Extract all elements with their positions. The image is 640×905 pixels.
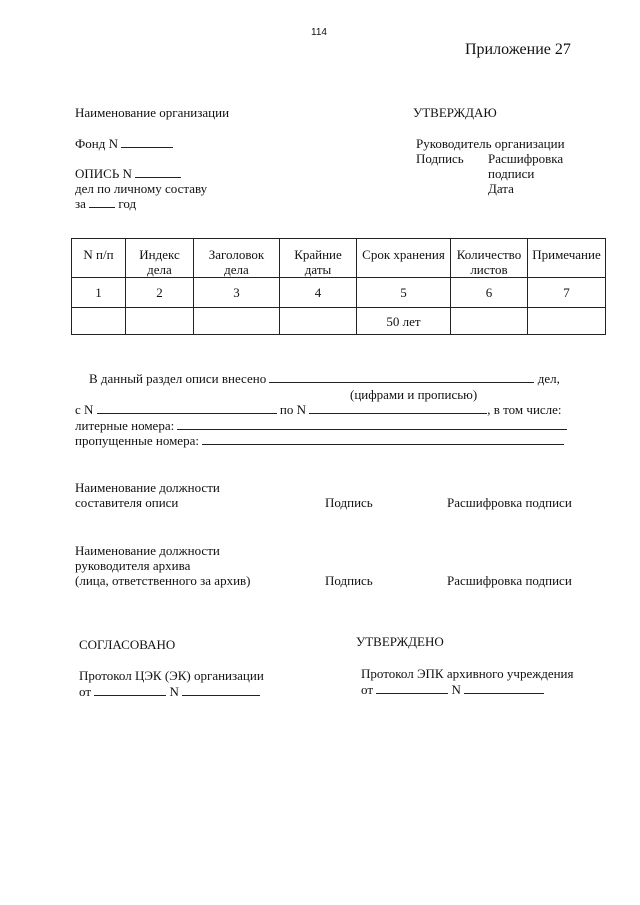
opis-description: дел по личному составу	[75, 181, 208, 196]
header-cell-num: N п/п	[72, 239, 126, 278]
cases-count-field	[269, 371, 534, 383]
fond-number-field	[121, 136, 173, 148]
number-cell: 2	[126, 278, 194, 308]
table-cell	[528, 308, 606, 335]
summary-line-1	[89, 371, 560, 386]
compiler-decoding: Расшифровка подписи	[447, 495, 572, 510]
date-label: Дата	[488, 181, 514, 196]
archive-title-3: (лица, ответственного за архив)	[75, 573, 251, 588]
year-suffix: год	[118, 196, 137, 211]
header-cell-title: Заголовок дела	[194, 239, 280, 278]
number-cell: 1	[72, 278, 126, 308]
number-cell: 3	[194, 278, 280, 308]
number-cell: 5	[357, 278, 451, 308]
header-cell-note: Примечание	[528, 239, 606, 278]
litera-line	[75, 418, 567, 433]
missed-line	[75, 433, 564, 448]
head-of-org: Руководитель организации	[416, 136, 565, 151]
archive-title-1: Наименование должности	[75, 543, 220, 558]
missed-label: пропущенные номера:	[75, 433, 199, 448]
opis-label: ОПИСЬ N	[75, 166, 132, 181]
header-cell-index: Индекс дела	[126, 239, 194, 278]
fond-label: Фонд N	[75, 136, 118, 151]
page-number: 114	[311, 27, 327, 38]
summary-prefix: В данный раздел описи внесено	[89, 371, 267, 386]
agreed-n-label: N	[169, 684, 179, 699]
range-line	[75, 402, 562, 417]
appendix-label: Приложение 27	[465, 41, 571, 58]
archive-decoding: Расшифровка подписи	[447, 573, 572, 588]
table-cell	[126, 308, 194, 335]
litera-field	[177, 418, 567, 430]
agreed-date-line	[79, 684, 260, 699]
table-header-row	[72, 239, 606, 278]
year-prefix: за	[75, 196, 86, 211]
litera-label: литерные номера:	[75, 418, 175, 433]
table-cell	[194, 308, 280, 335]
org-name-label: Наименование организации	[75, 105, 230, 120]
agreed-title: СОГЛАСОВАНО	[79, 637, 176, 652]
header-cell-dates: Крайние даты	[280, 239, 357, 278]
number-cell: 7	[528, 278, 606, 308]
compiler-signature: Подпись	[325, 495, 373, 510]
compiler-title-1: Наименование должности	[75, 480, 220, 495]
header-cell-retention: Срок хранения	[357, 239, 451, 278]
table-cell	[72, 308, 126, 335]
table-number-row	[72, 278, 606, 308]
archive-signature: Подпись	[325, 573, 373, 588]
approved-n-label: N	[451, 682, 461, 697]
missed-field	[202, 433, 564, 445]
agreed-from-label: от	[79, 684, 92, 699]
agreed-date-field	[94, 684, 166, 696]
retention-cell: 50 лет	[357, 308, 451, 335]
decoding-label-1: Расшифровка	[488, 151, 564, 166]
approved-protocol: Протокол ЭПК архивного учреждения	[361, 666, 574, 681]
agreed-number-field	[182, 684, 260, 696]
year-line	[75, 196, 136, 211]
approved-date-line	[361, 682, 544, 697]
approved-from-label: от	[361, 682, 374, 697]
header-cell-sheets: Количество листов	[451, 239, 528, 278]
number-cell: 4	[280, 278, 357, 308]
agreed-protocol: Протокол ЦЭК (ЭК) организации	[79, 668, 264, 683]
approved-number-field	[464, 682, 544, 694]
fond-line	[75, 136, 173, 151]
decoding-label-2: подписи	[488, 166, 535, 181]
table-cell	[280, 308, 357, 335]
from-label: с N	[75, 402, 94, 417]
opis-line	[75, 166, 181, 181]
year-field	[89, 196, 115, 208]
signature-label: Подпись	[416, 151, 464, 166]
table-cell	[451, 308, 528, 335]
including-label: , в том числе:	[487, 402, 562, 417]
archive-title-2: руководителя архива	[75, 558, 191, 573]
approved-date-field	[376, 682, 448, 694]
table-row	[72, 308, 606, 335]
to-label: по N	[279, 402, 307, 417]
count-hint: (цифрами и прописью)	[350, 387, 478, 402]
compiler-title-2: составителя описи	[75, 495, 179, 510]
approved-title: УТВЕРЖДЕНО	[356, 634, 444, 649]
inventory-table	[71, 238, 606, 335]
number-cell: 6	[451, 278, 528, 308]
to-number-field	[309, 402, 487, 414]
summary-suffix: дел,	[537, 371, 560, 386]
approve-title: УТВЕРЖДАЮ	[413, 105, 497, 120]
opis-number-field	[135, 166, 181, 178]
from-number-field	[97, 402, 277, 414]
